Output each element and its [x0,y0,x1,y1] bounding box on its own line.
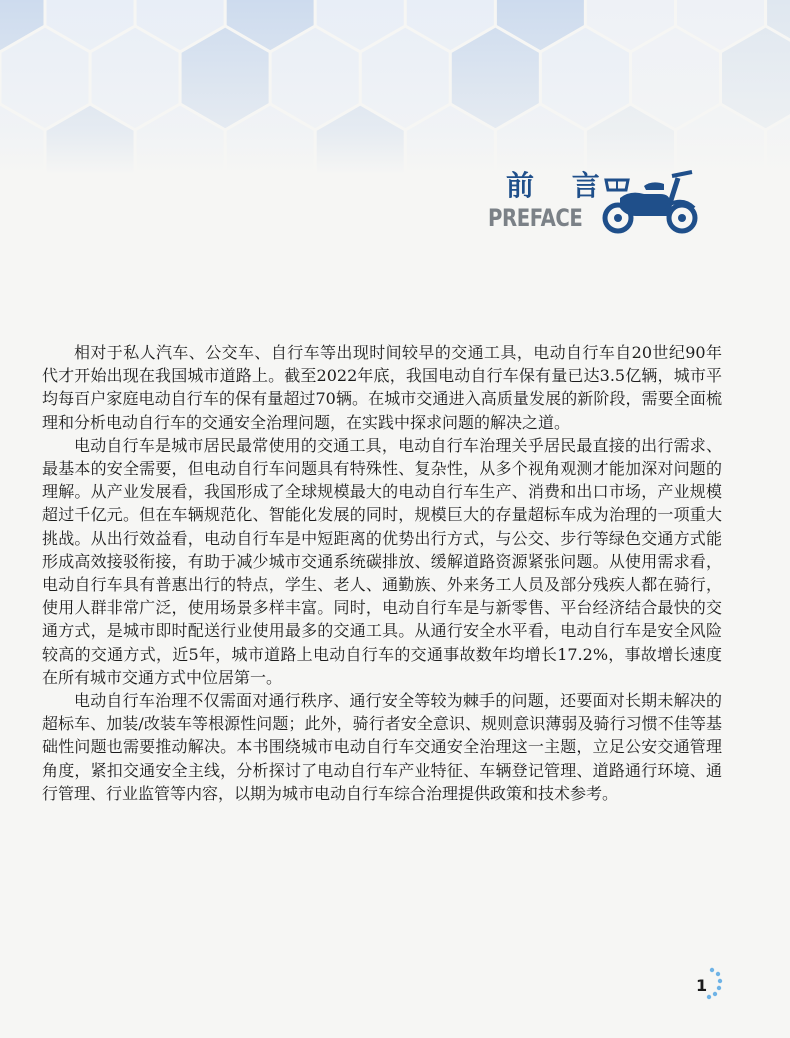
paragraph-2: 电动自行车是城市居民最常使用的交通工具，电动自行车治理关乎居民最直接的出行需求、最基本的安全需要，但电动自行车问题具有特殊性、复杂性，从多个视角观测才能加深对问题的理解。从产业发展看，我国形成了全球规模最大的电动自行车生产、消费和出口市场，产业规模超过千亿元。但在车辆规范化、智能化发展的同时，规模巨大的存量超标车成为治理的一项重大挑战。从出行效益看，电动自行车是中短距离的优势出行方式，与公交、步行等绿色交通方式能形成高效接驳衔接，有助于减少城市交通系统碳排放、缓解道路资源紧张问题。从使用需求看，电动自行车具有普惠出行的特点，学生、老人、通勤族、外来务工人员及部分残疾人都在骑行，使用人群非常广泛，使用场景多样丰富。同时，电动自行车是与新零售、平台经济结合最快的交通方式，是城市即时配送行业使用最多的交通工具。从通行安全水平看，电动自行车是安全风险较高的交通方式，近5年，城市道路上电动自行车的交通事故数年均增长17.2%，事故增长速度在所有城市交通方式中位居第一。 [42,435,722,687]
preface-body [42,341,722,805]
page-subtitle-en: PREFACE [488,204,583,232]
hexagon-pattern-banner [0,0,790,175]
page-number: 1 [696,976,708,995]
page-title: 前 言 [506,169,614,202]
paragraph-1: 相对于私人汽车、公交车、自行车等出现时间较早的交通工具，电动自行车自20世纪90年代才开始出现在我国城市道路上。截至2022年底，我国电动自行车保有量已达3.5亿辆，城市平均每百户家庭电动自行车的保有量超过70辆。在城市交通进入高质量发展的新阶段，需要全面梳理和分析电动自行车的交通安全治理问题，在实践中探求问题的解决之道。 [42,343,722,432]
electric-bicycle-icon [600,168,700,240]
dotted-circle-icon [700,966,724,1002]
paragraph-3: 电动自行车治理不仅需面对通行秩序、通行安全等较为棘手的问题，还要面对长期未解决的超标车、加装/改装车等根源性问题；此外，骑行者安全意识、规则意识薄弱及骑行习惯不佳等基础性问题也需要推动解决。本书围绕城市电动自行车交通安全治理这一主题，立足公安交通管理角度，紧扣交通安全主线，分析探讨了电动自行车产业特征、车辆登记管理、道路通行环境、通行管理、行业监管等内容，以期为城市电动自行车综合治理提供政策和技术参考。 [42,691,722,803]
preface-heading [470,160,700,250]
